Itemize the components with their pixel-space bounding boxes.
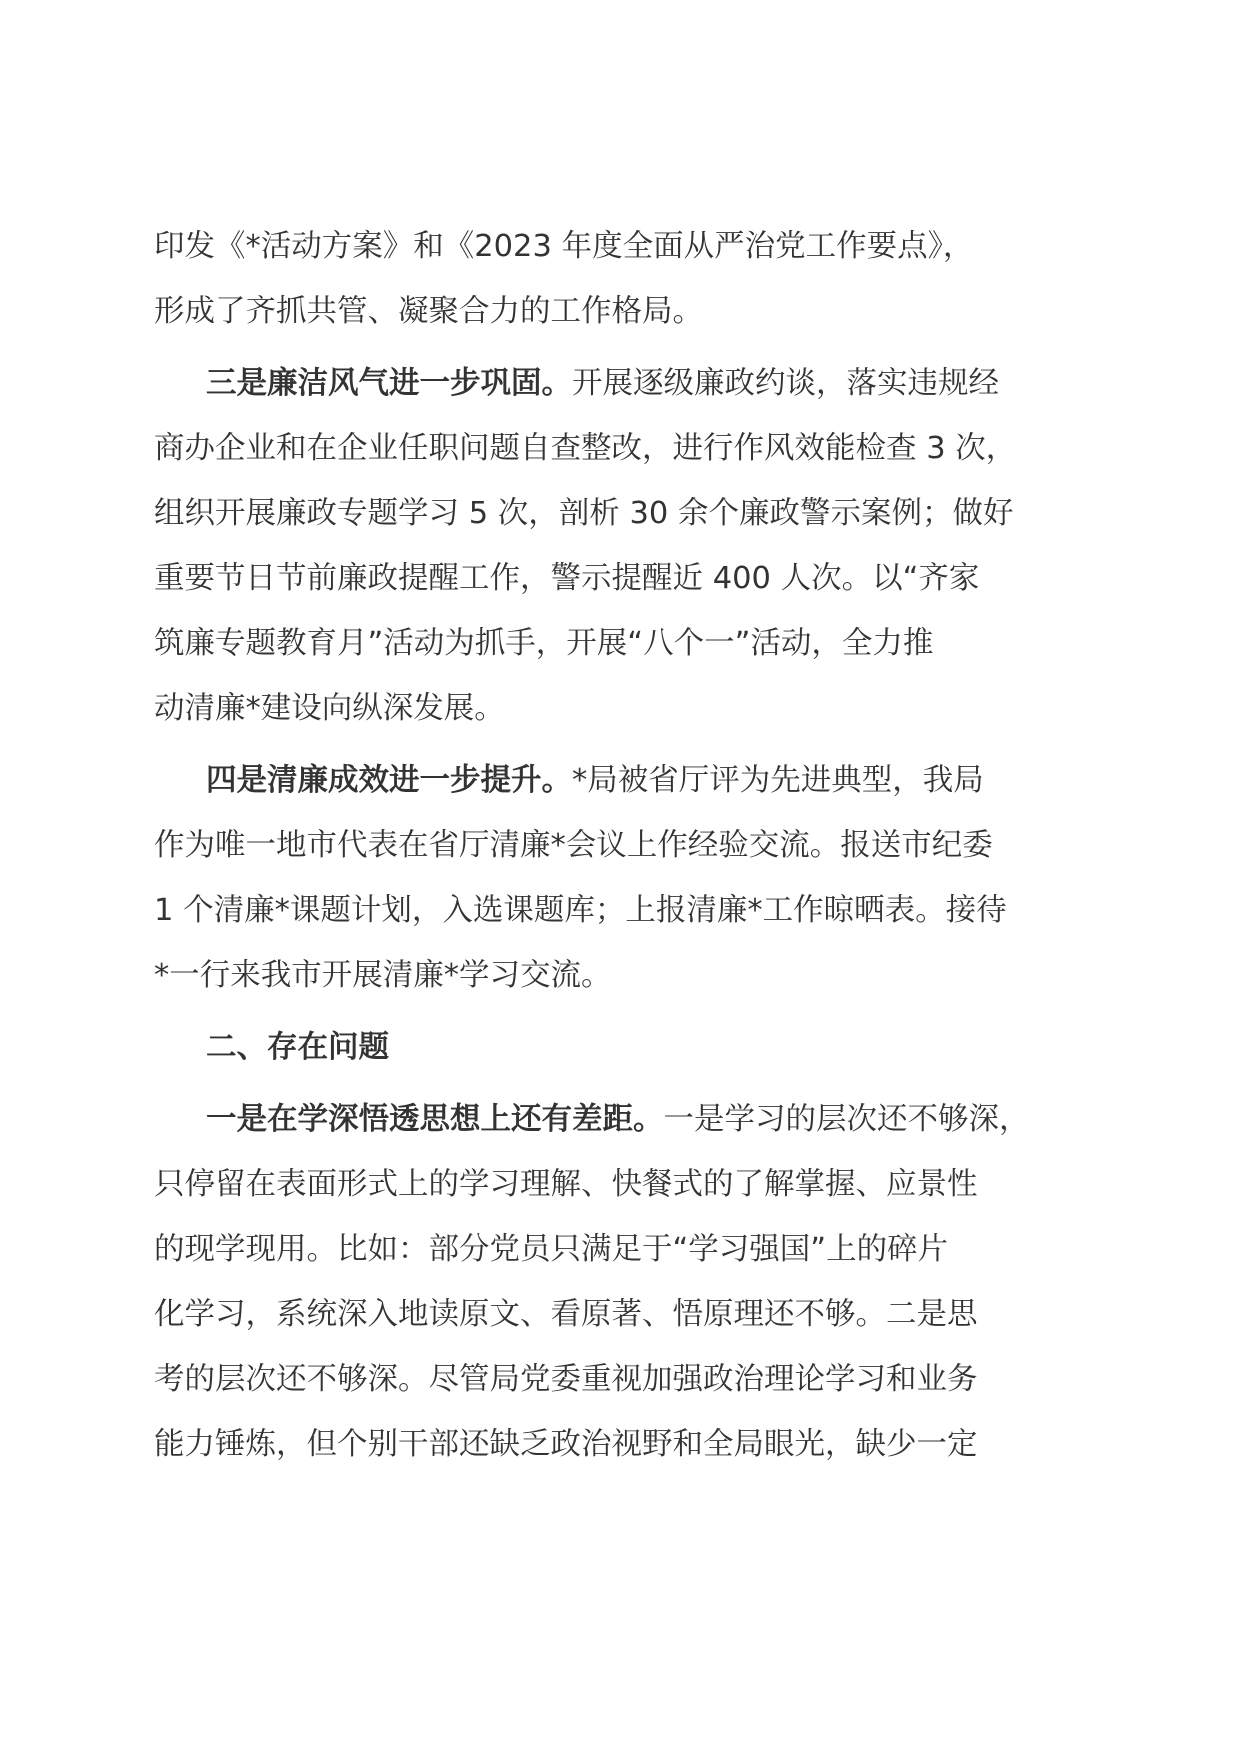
text-line: 考的层次还不够深。尽管局党委重视加强政治理论学习和业务 xyxy=(154,1362,978,1397)
document-body xyxy=(154,214,1094,1484)
text-line: 组织开展廉政专题学习 5 次，剖析 30 余个廉政警示案例；做好 xyxy=(154,496,1014,531)
text-line: 作为唯一地市代表在省厅清廉*会议上作经验交流。报送市纪委 xyxy=(154,828,993,863)
text-line: 印发《*活动方案》和《2023 年度全面从严治党工作要点》， xyxy=(154,229,974,264)
text-line: 商办企业和在企业任职问题自查整改，进行作风效能检查 3 次， xyxy=(154,431,1017,466)
text-line: 1 个清廉*课题计划，入选课题库；上报清廉*工作晾晒表。接待 xyxy=(154,893,1007,928)
text-line: 一是学习的层次还不够深， xyxy=(663,1102,1030,1137)
text-line: *一行来我市开展清廉*学习交流。 xyxy=(154,958,612,993)
text-line: 筑廉专题教育月”活动为抓手，开展“八个一”活动，全力推 xyxy=(154,626,934,661)
text-line: 开展逐级廉政约谈，落实违规经 xyxy=(572,366,999,401)
paragraph-lead: 三是廉洁风气进一步巩固。 xyxy=(206,366,572,401)
paragraph-study-gap xyxy=(154,1087,1094,1477)
text-line: 动清廉*建设向纵深发展。 xyxy=(154,691,505,726)
text-line: 重要节日节前廉政提醒工作，警示提醒近 400 人次。以“齐家 xyxy=(154,561,980,596)
text-line: 只停留在表面形式上的学习理解、快餐式的了解掌握、应景性 xyxy=(154,1167,978,1202)
text-line: 能力锤炼，但个别干部还缺乏政治视野和全局眼光，缺少一定 xyxy=(154,1427,978,1462)
paragraph-integrity-atmosphere xyxy=(154,351,1094,741)
paragraph-lead: 四是清廉成效进一步提升。 xyxy=(206,763,572,798)
text-line: *局被省厅评为先进典型，我局 xyxy=(572,763,984,798)
text-line: 形成了齐抓共管、凝聚合力的工作格局。 xyxy=(154,294,703,329)
text-line: 化学习，系统深入地读原文、看原著、悟原理还不够。二是思 xyxy=(154,1297,978,1332)
paragraph-integrity-results xyxy=(154,748,1094,1008)
section-heading: 二、存在问题 xyxy=(206,1030,389,1065)
text-line: 的现学现用。比如：部分党员只满足于“学习强国”上的碎片 xyxy=(154,1232,949,1267)
paragraph-continuation xyxy=(154,214,1094,344)
paragraph-lead: 一是在学深悟透思想上还有差距。 xyxy=(206,1102,664,1137)
